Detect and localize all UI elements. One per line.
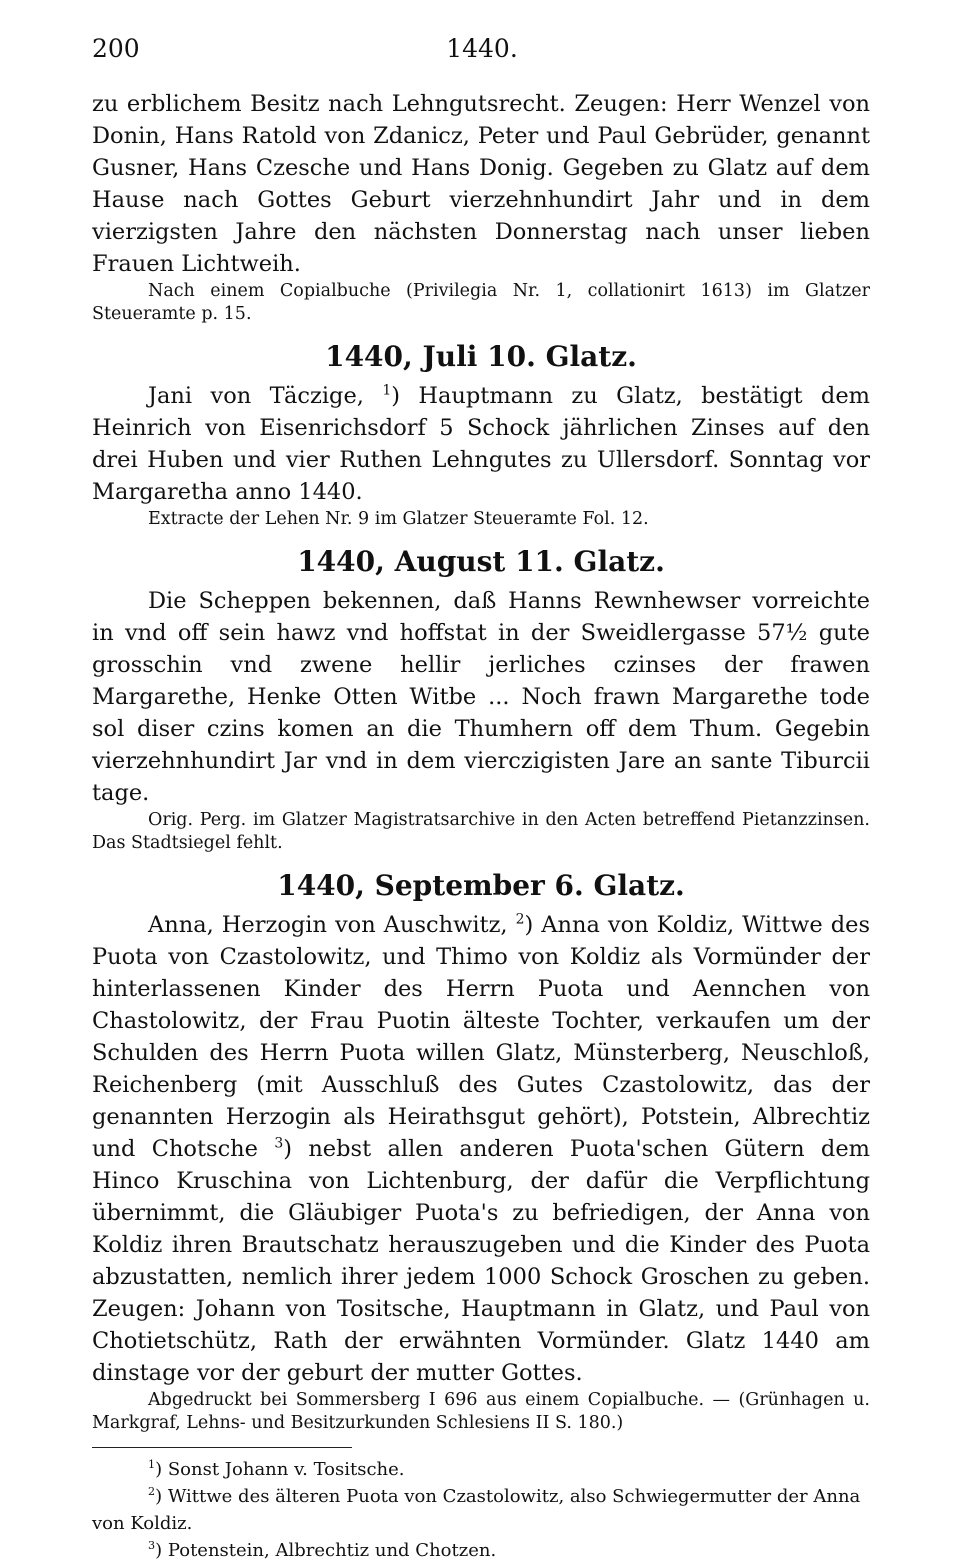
entry-heading: 1440, September 6. Glatz.: [277, 869, 685, 902]
entry-text: Jani von Täczige, $^1$) Hauptmann zu Glatz, bestätigt dem Heinrich von Eisenrichsdorf 5 Schock jährlichen Zinses auf den drei Huben und vier Ruthen Lehngutes zu Ullersdorf. Sonntag vor Margaretha anno 1440.: [92, 382, 870, 505]
page-header: [92, 34, 872, 74]
source-note: Nach einem Copialbuche (Privilegia Nr. 1, collationirt 1613) im Glatzer Steueramte p. 15.: [92, 281, 870, 324]
source-note: Extracte der Lehen Nr. 9 im Glatzer Steueramte Fol. 12.: [148, 509, 649, 529]
running-title: 1440.: [446, 34, 518, 63]
footnote: $^3$) Potenstein, Albrechtiz und Chotzen.: [148, 1539, 497, 1561]
footnote-ref: 3: [274, 1135, 284, 1152]
page-body: [92, 88, 870, 1564]
entry-heading: 1440, August 11. Glatz.: [297, 545, 665, 578]
entry-heading: 1440, Juli 10. Glatz.: [325, 340, 637, 373]
footnote-ref: 2: [515, 911, 525, 928]
document-entry: [92, 869, 870, 1435]
source-note: Orig. Perg. im Glatzer Magistratsarchive in den Acten betreffend Pietanzzinsen. Das Stadtsiegel fehlt.: [92, 810, 870, 853]
document-entry: [92, 545, 870, 855]
footnotes: [92, 1456, 870, 1564]
footnote-divider: [92, 1447, 352, 1448]
footnote: $^2$) Wittwe des älteren Puota von Czastolowitz, also Schwiegermutter der Anna von Koldiz.: [92, 1485, 861, 1534]
document-entry: [92, 340, 870, 531]
footnote: $^1$) Sonst Johann v. Tositsche.: [148, 1458, 405, 1480]
continuation-paragraph: zu erblichem Besitz nach Lehngutsrecht. Zeugen: Herr Wenzel von Donin, Hans Ratold von Zdanicz, Peter und Paul Gebrüder, genannt Gusner, Hans Czesche und Hans Donig. Gegeben zu Glatz auf dem Hause nach Gottes Geburt vierzehnhundirt Jahr und in dem vierzigsten Jahre den nächsten Donnerstag nach unser lieben Frauen Lichtweih.: [92, 91, 870, 277]
page-number: 200: [92, 34, 140, 63]
entry-text: Die Scheppen bekennen, daß Hanns Rewnhewser vorreichte in vnd off sein hawz vnd hoffstat in der Sweidlergasse 57½ gute grosschin vnd zwene hellir jerliches czinses der frawen Margarethe, Henke Otten Witbe ... Noch frawn Margarethe tode sol diser czins komen an die Thumhern off dem Thum. Gegebin vierzehnhundirt Jar vnd in dem vierczigisten Jare an sante Tiburcii tage.: [92, 588, 870, 806]
entry-text: Anna, Herzogin von Auschwitz, $^2$) Anna von Koldiz, Wittwe des Puota von Czastolowitz, und Thimo von Koldiz als Vormünder der hinterlassenen Kinder des Herrn Puota und Aennchen von Chastolowitz, der Frau Puotin älteste Tochter, verkaufen um der Schulden des Herrn Puota willen Glatz, Münsterberg, Neuschloß, Reichenberg (mit Ausschluß des Gutes Czastolowitz, das der genannten Herzogin als Heirathsgut gehört), Potstein, Albrechtiz und Chotsche $^3$) nebst allen anderen Puota'schen Gütern dem Hinco Kruschina von Lichtenburg, der dafür die Verpflichtung übernimmt, die Gläubiger Puota's zu befriedigen, der Anna von Koldiz ihren Brautschatz herauszugeben und die Kinder des Puota abzustatten, nemlich ihrer jedem 1000 Schock Groschen zu geben. Zeugen: Johann von Tositsche, Hauptmann in Glatz, und Paul von Chotietschütz, Rath der erwähnten Vormünder. Glatz 1440 am dinstage vor der geburt der mutter Gottes.: [92, 911, 870, 1386]
footnote-ref: 1: [382, 382, 392, 399]
source-note: Abgedruckt bei Sommersberg I 696 aus einem Copialbuche. — (Grünhagen u. Markgraf, Lehns- und Besitzurkunden Schlesiens II S. 180.): [92, 1390, 870, 1433]
